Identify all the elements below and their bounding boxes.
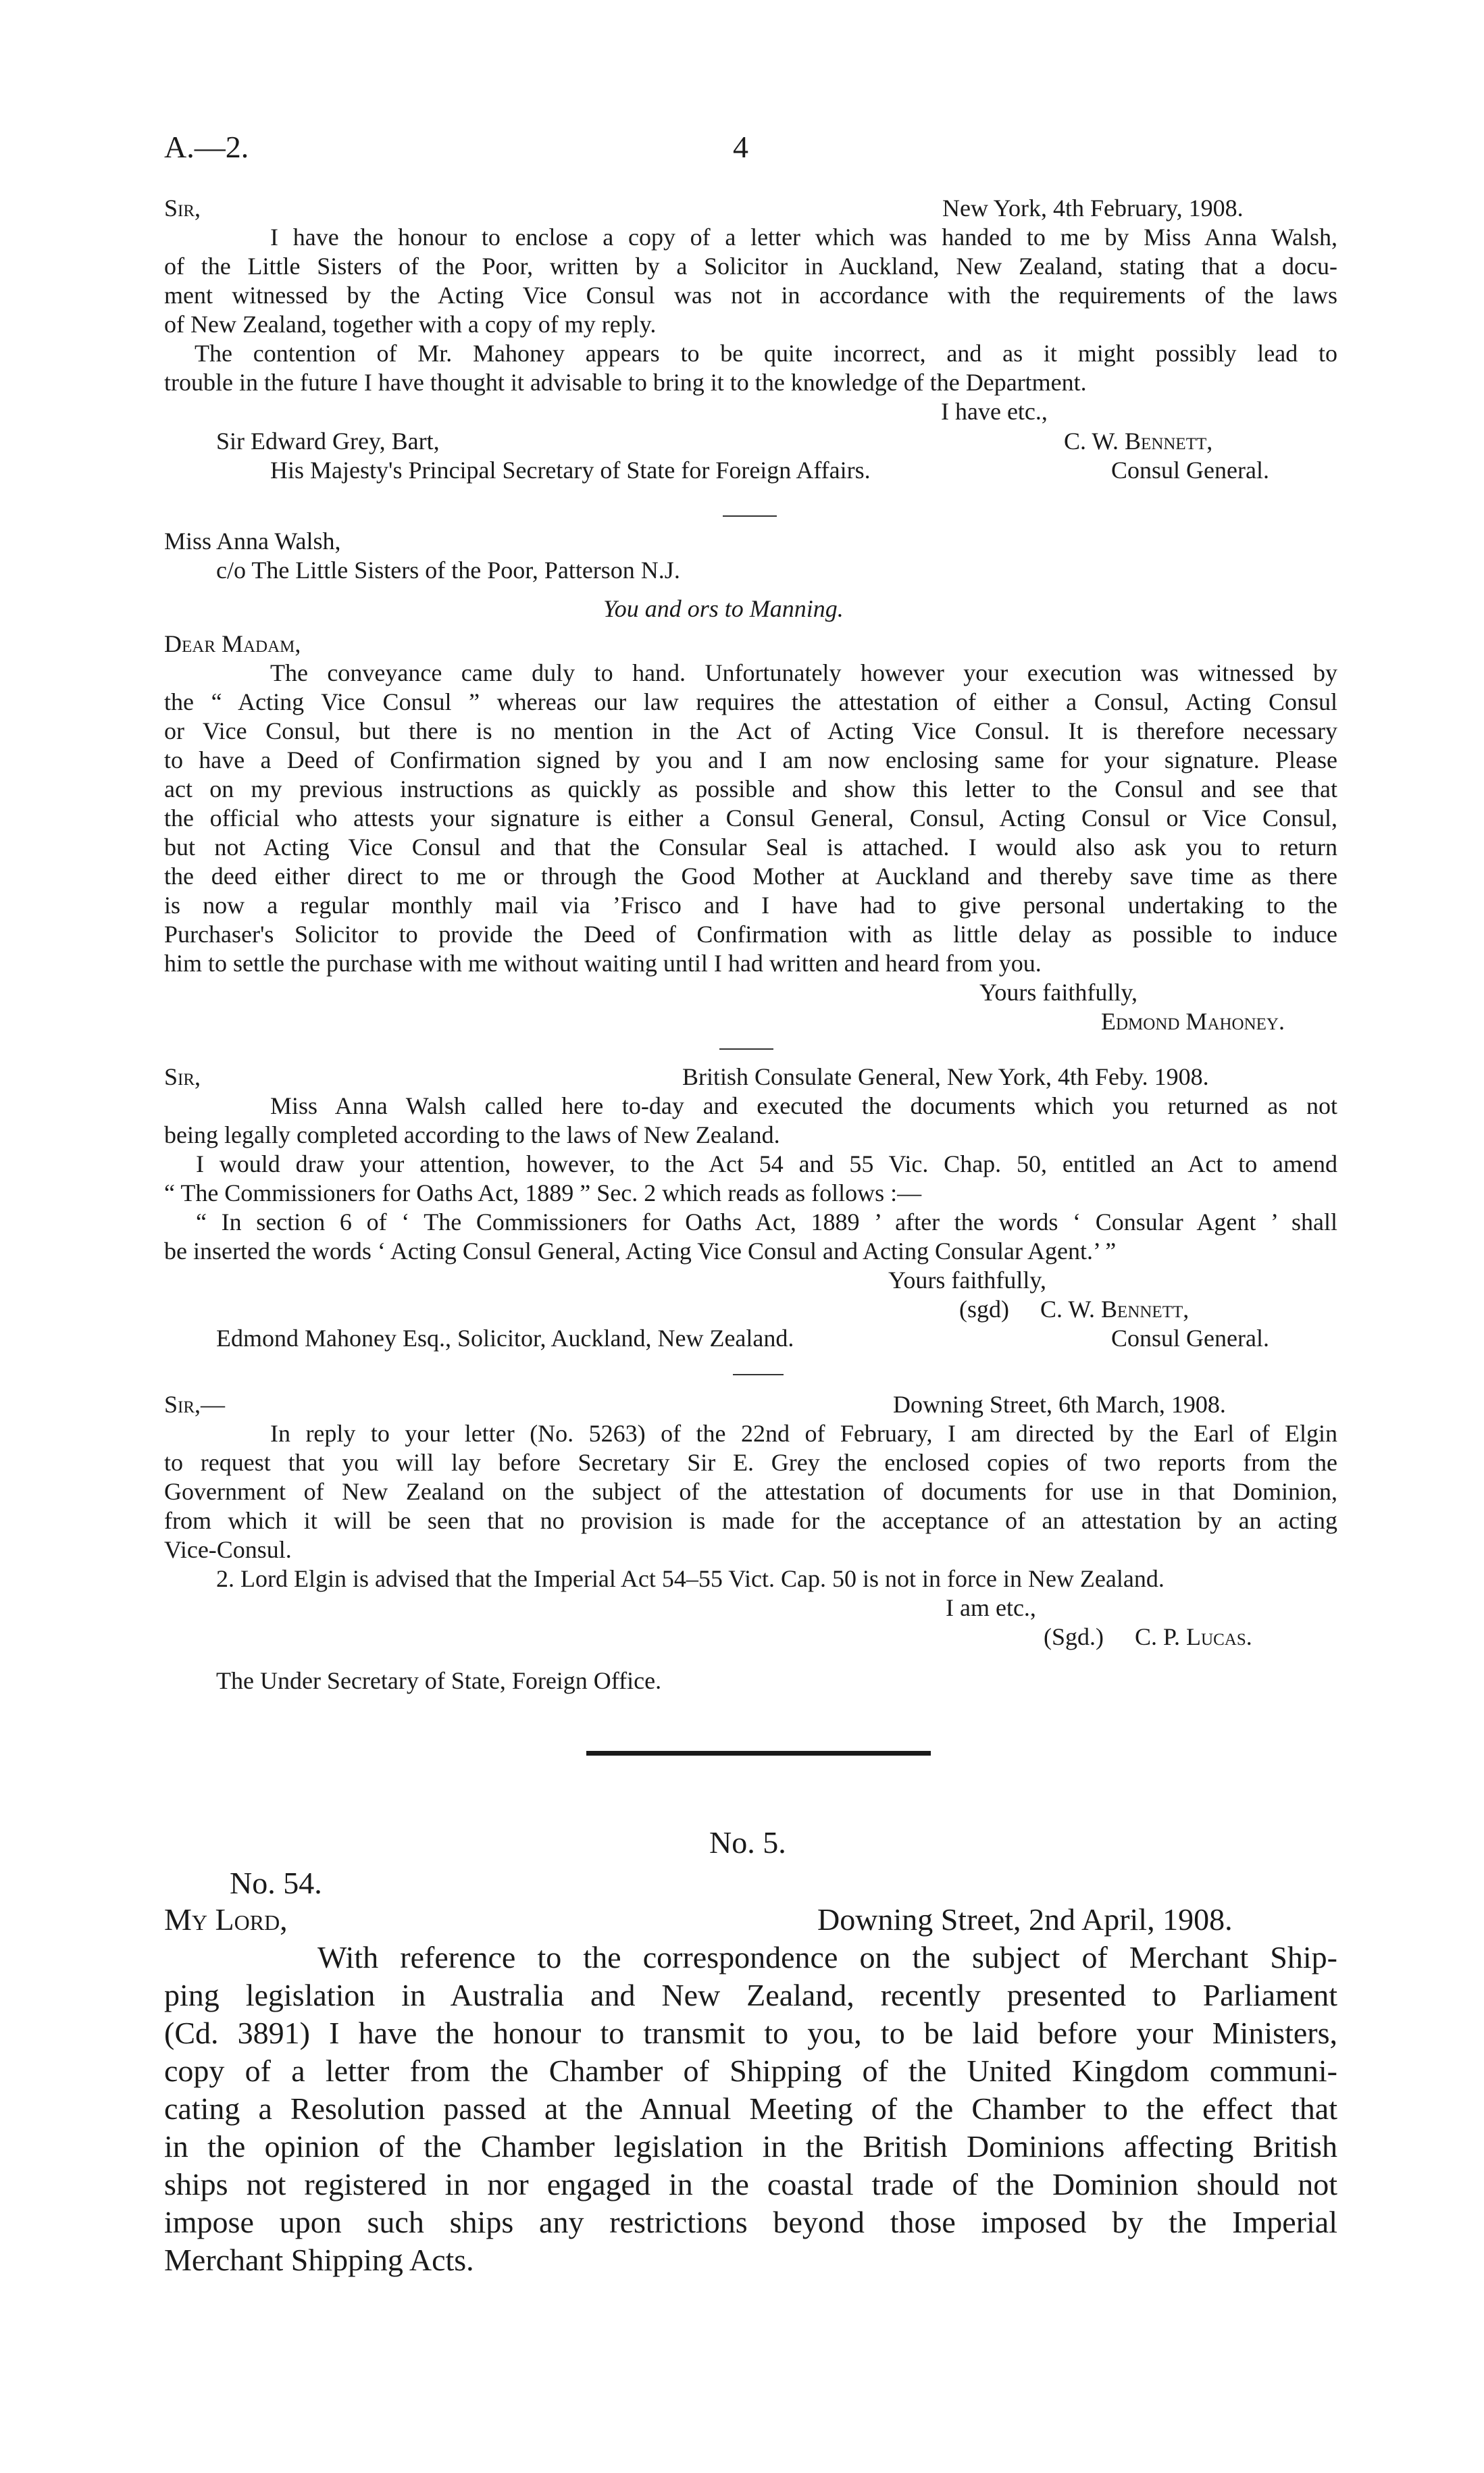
section5-line: ping legislation in Australia and New Zealand, recently presented to Parliament [164, 1978, 1337, 2012]
section5-line: in the opinion of the Chamber legislation in the British Dominions affecting British [164, 2129, 1337, 2164]
letter1-place-date: New York, 4th February, 1908. [942, 195, 1244, 222]
section5-salutation: My Lord, [164, 1902, 288, 1937]
letter2-closing: Yours faithfully, [979, 979, 1138, 1006]
letter2-line: him to settle the purchase with me without waiting until I had written and heard from you. [164, 950, 1042, 977]
letter3-signer-title: Consul General. [1111, 1325, 1269, 1352]
letter4-line: In reply to your letter (No. 5263) of the 22nd of February, I am directed by the Earl of Elgin [270, 1420, 1337, 1447]
letter1-line: I have the honour to enclose a copy of a letter which was handed to me by Miss Anna Walsh, [270, 224, 1337, 251]
letter2-line: the deed either direct to me or through the Good Mother at Auckland and thereby save time as there [164, 863, 1337, 890]
letter4-line: Vice-Consul. [164, 1536, 292, 1563]
letter4-signer-prefix: (Sgd.) [1044, 1623, 1104, 1650]
letter2-line: to have a Deed of Confirmation signed by you and I am now enclosing same for your signature. Please [164, 746, 1337, 773]
despatch-number: No. 54. [230, 1866, 322, 1900]
letter1-line: ment witnessed by the Acting Vice Consul was not in accordance with the requirements of the laws [164, 282, 1337, 309]
letter1-salutation: Sir, [164, 195, 201, 222]
letter3-line: “ In section 6 of ‘ The Commissioners for Oaths Act, 1889 ’ after the words ‘ Consular Agent ’ shall [196, 1208, 1337, 1235]
letter2-line: Purchaser's Solicitor to provide the Deed of Confirmation with as little delay as possible to induce [164, 921, 1337, 948]
letter1-addressee-title: His Majesty's Principal Secretary of State for Foreign Affairs. [270, 457, 871, 484]
section5-line: copy of a letter from the Chamber of Shipping of the United Kingdom communi- [164, 2054, 1337, 2088]
letter1-signer-title: Consul General. [1111, 457, 1269, 484]
letter1-line: trouble in the future I have thought it advisable to bring it to the knowledge of the Department. [164, 369, 1087, 396]
divider [719, 1048, 773, 1050]
section5-line: Merchant Shipping Acts. [164, 2243, 474, 2277]
letter3-salutation: Sir, [164, 1063, 201, 1090]
letter3-place-date: British Consulate General, New York, 4th Feby. 1908. [682, 1063, 1209, 1090]
divider [733, 1374, 784, 1375]
letter2-signer: Edmond Mahoney. [1101, 1008, 1285, 1035]
letter3-line: Miss Anna Walsh called here to-day and executed the documents which you returned as not [270, 1092, 1337, 1119]
document-reference: A.—2. [164, 130, 249, 164]
letter4-line: 2. Lord Elgin is advised that the Imperial Act 54–55 Vict. Cap. 50 is not in force in New Zealand. [216, 1565, 1165, 1592]
letter3-line: “ The Commissioners for Oaths Act, 1889 ” Sec. 2 which reads as follows :— [164, 1179, 922, 1206]
section-heading: No. 5. [709, 1825, 786, 1860]
letter3-line: I would draw your attention, however, to the Act 54 and 55 Vic. Chap. 50, entitled an Act to amend [196, 1150, 1337, 1177]
section5-line: (Cd. 3891) I have the honour to transmit to you, to be laid before your Ministers, [164, 2016, 1337, 2050]
letter1-closing: I have etc., [941, 398, 1048, 425]
section-divider [586, 1751, 931, 1756]
section5-line: impose upon such ships any restrictions beyond those imposed by the Imperial [164, 2205, 1337, 2239]
letter2-addressee: Miss Anna Walsh, [164, 528, 341, 555]
letter3-closing: Yours faithfully, [888, 1267, 1047, 1294]
letter4-line: Government of New Zealand on the subject of the attestation of documents for use in that Dominion, [164, 1478, 1337, 1505]
letter2-line: the “ Acting Vice Consul ” whereas our law requires the attestation of either a Consul, Acting Consul [164, 688, 1337, 715]
letter2-line: is now a regular monthly mail via ’Frisco and I have had to give personal undertaking to the [164, 892, 1337, 919]
page-number: 4 [733, 130, 748, 164]
letter4-line: to request that you will lay before Secretary Sir E. Grey the enclosed copies of two reports from the [164, 1449, 1337, 1476]
letter4-signer: C. P. Lucas. [1135, 1623, 1252, 1650]
section5-line: cating a Resolution passed at the Annual Meeting of the Chamber to the effect that [164, 2091, 1337, 2126]
letter2-reference: You and ors to Manning. [603, 595, 844, 622]
divider [723, 515, 777, 517]
letter3-addressee: Edmond Mahoney Esq., Solicitor, Auckland, New Zealand. [216, 1325, 794, 1352]
letter1-addressee-name: Sir Edward Grey, Bart, [216, 428, 440, 455]
letter2-address: c/o The Little Sisters of the Poor, Patterson N.J. [216, 557, 680, 584]
letter3-signer-prefix: (sgd) [959, 1296, 1009, 1323]
letter2-line: but not Acting Vice Consul and that the Consular Seal is attached. I would also ask you to return [164, 834, 1337, 861]
letter2-line: or Vice Consul, but there is no mention in the Act of Acting Vice Consul. It is therefore necessary [164, 717, 1337, 744]
letter1-line: of New Zealand, together with a copy of my reply. [164, 311, 657, 338]
letter4-salutation: Sir,— [164, 1391, 226, 1418]
letter1-line: of the Little Sisters of the Poor, written by a Solicitor in Auckland, New Zealand, stating that a docu- [164, 253, 1337, 280]
letter2-line: the official who attests your signature is either a Consul General, Consul, Acting Consul or Vice Consul, [164, 805, 1337, 832]
letter2-line: The conveyance came duly to hand. Unfortunately however your execution was witnessed by [270, 659, 1337, 686]
section5-line: With reference to the correspondence on the subject of Merchant Ship- [317, 1940, 1337, 1974]
section5-line: ships not registered in nor engaged in the coastal trade of the Dominion should not [164, 2167, 1337, 2201]
letter4-line: from which it will be seen that no provision is made for the acceptance of an attestation by an acting [164, 1507, 1337, 1534]
letter3-line: being legally completed according to the laws of New Zealand. [164, 1121, 780, 1148]
letter3-signer: C. W. Bennett, [1040, 1296, 1189, 1323]
letter2-salutation: Dear Madam, [164, 630, 301, 657]
letter4-addressee: The Under Secretary of State, Foreign Office. [216, 1667, 662, 1694]
letter4-closing: I am etc., [946, 1594, 1036, 1621]
letter4-place-date: Downing Street, 6th March, 1908. [893, 1391, 1226, 1418]
letter3-line: be inserted the words ‘ Acting Consul General, Acting Vice Consul and Acting Consular Agent.’ ” [164, 1238, 1117, 1265]
letter2-line: act on my previous instructions as quickly as possible and show this letter to the Consul and see that [164, 775, 1337, 802]
letter1-line: The contention of Mr. Mahoney appears to be quite incorrect, and as it might possibly lead to [195, 340, 1337, 367]
letter1-signer: C. W. Bennett, [1064, 428, 1213, 455]
section5-place-date: Downing Street, 2nd April, 1908. [817, 1902, 1233, 1937]
